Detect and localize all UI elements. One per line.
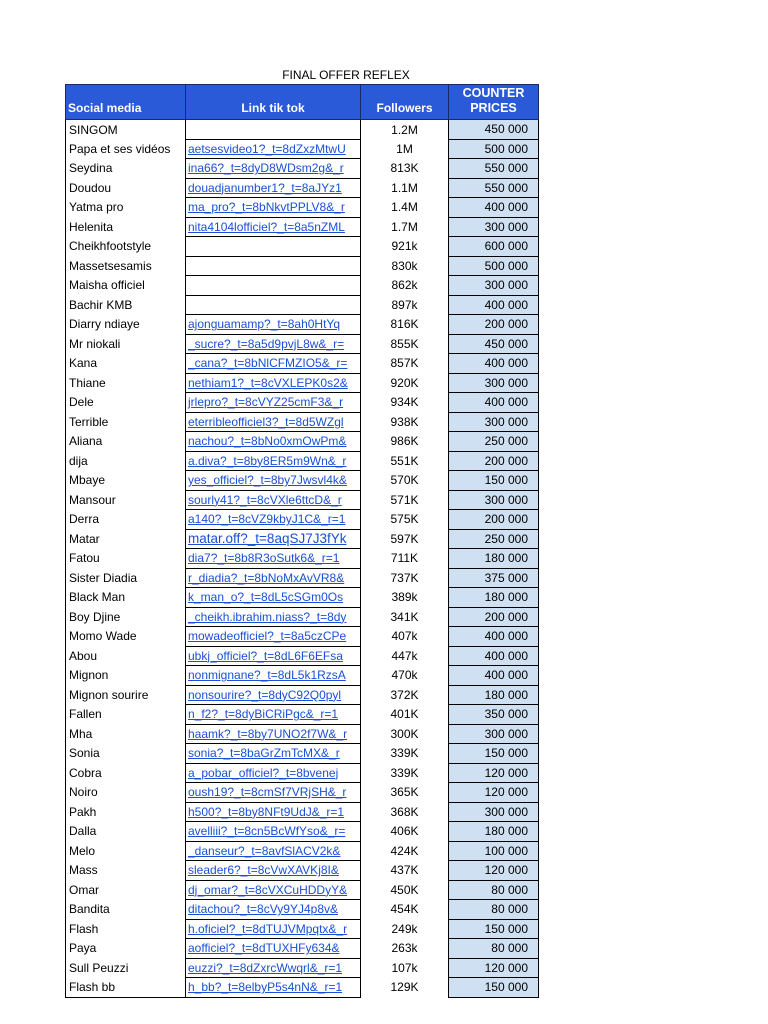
- table-row: [66, 822, 539, 842]
- tiktok-link[interactable]: sourly41?_t=8cVXle6ttcD&_r: [186, 490, 361, 510]
- counter-price: 400 000: [449, 354, 539, 374]
- followers-count: 1.1M: [391, 180, 418, 195]
- followers-count: 597K: [390, 531, 419, 546]
- table-row: [66, 802, 539, 822]
- tiktok-link[interactable]: sonia?_t=8baGrZmTcMX&_r: [186, 744, 361, 764]
- social-media-name: Mbaye: [66, 471, 186, 491]
- tiktok-link[interactable]: ina66?_t=8dyD8WDsm2g&_r: [186, 159, 361, 179]
- header-followers: Followers: [361, 85, 449, 120]
- social-media-name: Diarry ndiaye: [66, 315, 186, 335]
- table-row: [66, 861, 539, 881]
- table-row: [66, 178, 539, 198]
- social-media-name: Cheikhfootstyle: [66, 237, 186, 257]
- tiktok-link[interactable]: nethiam1?_t=8cVXLEPK0s2&: [186, 373, 361, 393]
- counter-price: 300 000: [449, 724, 539, 744]
- social-media-name: Cobra: [66, 763, 186, 783]
- followers-count: 368K: [390, 804, 419, 819]
- table-row: [66, 646, 539, 666]
- tiktok-link[interactable]: ditachou?_t=8cVy9YJ4p8v&: [186, 900, 361, 920]
- offer-table: [65, 84, 539, 998]
- counter-price: 375 000: [449, 568, 539, 588]
- followers-count: 921k: [391, 239, 418, 254]
- table-row: [66, 295, 539, 315]
- table-row: [66, 568, 539, 588]
- tiktok-link[interactable]: _cana?_t=8bNlCFMZIO5&_r=: [186, 354, 361, 374]
- tiktok-link[interactable]: h.oficiel?_t=8dTUJVMpqtx&_r: [186, 919, 361, 939]
- social-media-name: Seydina: [66, 159, 186, 179]
- counter-price: 400 000: [449, 646, 539, 666]
- table-row: [66, 334, 539, 354]
- tiktok-link[interactable]: dia7?_t=8b8R3oSutk6&_r=1: [186, 549, 361, 569]
- table-row: [66, 217, 539, 237]
- tiktok-link[interactable]: _danseur?_t=8avfSlACV2k&: [186, 841, 361, 861]
- counter-price: 150 000: [449, 471, 539, 491]
- social-media-name: Mignon: [66, 666, 186, 686]
- counter-price: 200 000: [449, 607, 539, 627]
- table-row: [66, 607, 539, 627]
- table-row: [66, 451, 539, 471]
- counter-price: 80 000: [449, 880, 539, 900]
- sheet-title: FINAL OFFER REFLEX: [282, 68, 410, 82]
- social-media-name: Mignon sourire: [66, 685, 186, 705]
- social-media-name: Abou: [66, 646, 186, 666]
- table-row: [66, 471, 539, 491]
- social-media-name: dija: [66, 451, 186, 471]
- followers-count: 711K: [390, 551, 419, 566]
- social-media-name: Flash bb: [66, 978, 186, 998]
- counter-price: 400 000: [449, 666, 539, 686]
- table-row: [66, 490, 539, 510]
- tiktok-link: [186, 256, 361, 276]
- tiktok-link[interactable]: aetsesvideo1?_t=8dZxzMtwU: [186, 139, 361, 159]
- counter-price: 600 000: [449, 237, 539, 257]
- social-media-name: Sull Peuzzi: [66, 958, 186, 978]
- tiktok-link: [186, 276, 361, 296]
- counter-price: 300 000: [449, 802, 539, 822]
- tiktok-link[interactable]: nachou?_t=8bNo0xmOwPm&: [186, 432, 361, 452]
- followers-count: 737K: [390, 570, 419, 585]
- table-row: [66, 744, 539, 764]
- tiktok-link[interactable]: h_bb?_t=8elbyP5s4nN&_r=1: [186, 978, 361, 998]
- counter-price: 120 000: [449, 861, 539, 881]
- followers-count: 339K: [390, 765, 419, 780]
- counter-price: 450 000: [449, 334, 539, 354]
- counter-price: 200 000: [449, 451, 539, 471]
- counter-price: 120 000: [449, 763, 539, 783]
- counter-price: 80 000: [449, 939, 539, 959]
- followers-count: 1.4M: [391, 200, 418, 215]
- social-media-name: Fallen: [66, 705, 186, 725]
- counter-price: 300 000: [449, 490, 539, 510]
- social-media-name: Dalla: [66, 822, 186, 842]
- social-media-name: Derra: [66, 510, 186, 530]
- tiktok-link: [186, 120, 361, 140]
- followers-count: 339K: [390, 746, 419, 761]
- followers-count: 407k: [391, 629, 418, 644]
- followers-count: 447k: [391, 648, 418, 663]
- social-media-name: Matar: [66, 529, 186, 549]
- table-row: [66, 685, 539, 705]
- followers-count: 986K: [390, 434, 419, 449]
- tiktok-link[interactable]: dj_omar?_t=8cVXCuHDDyY&: [186, 880, 361, 900]
- tiktok-link[interactable]: oush19?_t=8cmSf7VRjSH&_r: [186, 783, 361, 803]
- followers-count: 401K: [390, 707, 419, 722]
- table-row: [66, 724, 539, 744]
- tiktok-link[interactable]: ma_pro?_t=8bNkvtPPLV8&_r: [186, 198, 361, 218]
- table-row: [66, 919, 539, 939]
- tiktok-link[interactable]: n_f2?_t=8dyBiCRiPgc&_r=1: [186, 705, 361, 725]
- tiktok-link[interactable]: nita4104lofficiel?_t=8a5nZML: [186, 217, 361, 237]
- table-row: [66, 939, 539, 959]
- social-media-name: Mass: [66, 861, 186, 881]
- followers-count: 920K: [390, 375, 419, 390]
- followers-count: 1M: [396, 141, 413, 156]
- social-media-name: Maisha officiel: [66, 276, 186, 296]
- table-row: [66, 198, 539, 218]
- tiktok-link: [186, 295, 361, 315]
- social-media-name: Doudou: [66, 178, 186, 198]
- tiktok-link[interactable]: ubkj_officiel?_t=8dL6F6EFsa: [186, 646, 361, 666]
- social-media-name: Mha: [66, 724, 186, 744]
- tiktok-link[interactable]: h500?_t=8by8NFt9UdJ&_r=1: [186, 802, 361, 822]
- counter-price: 400 000: [449, 627, 539, 647]
- social-media-name: Flash: [66, 919, 186, 939]
- table-row: [66, 159, 539, 179]
- followers-count: 862k: [391, 278, 418, 293]
- followers-count: 551K: [390, 453, 419, 468]
- counter-price: 500 000: [449, 139, 539, 159]
- tiktok-link[interactable]: eterribleofficiel3?_t=8d5WZgl: [186, 412, 361, 432]
- table-row: [66, 880, 539, 900]
- table-row: [66, 783, 539, 803]
- tiktok-link[interactable]: aofficiel?_t=8dTUXHFy634&: [186, 939, 361, 959]
- table-row: [66, 393, 539, 413]
- social-media-name: Fatou: [66, 549, 186, 569]
- counter-price: 450 000: [449, 120, 539, 140]
- header-price-line2: PRICES: [470, 101, 517, 115]
- counter-price: 300 000: [449, 276, 539, 296]
- social-media-name: Paya: [66, 939, 186, 959]
- counter-price: 250 000: [449, 529, 539, 549]
- counter-price: 200 000: [449, 315, 539, 335]
- counter-price: 500 000: [449, 256, 539, 276]
- social-media-name: Massetsesamis: [66, 256, 186, 276]
- counter-price: 350 000: [449, 705, 539, 725]
- counter-price: 180 000: [449, 549, 539, 569]
- social-media-name: Mansour: [66, 490, 186, 510]
- table-row: [66, 354, 539, 374]
- counter-price: 180 000: [449, 822, 539, 842]
- table-row: [66, 978, 539, 998]
- followers-count: 857K: [390, 356, 419, 371]
- counter-price: 550 000: [449, 159, 539, 179]
- header-social-media: Social media: [66, 85, 186, 120]
- tiktok-link[interactable]: jrlepro?_t=8cVYZ25cmF3&_r: [186, 393, 361, 413]
- counter-price: 150 000: [449, 744, 539, 764]
- counter-price: 80 000: [449, 900, 539, 920]
- social-media-name: Sonia: [66, 744, 186, 764]
- social-media-name: Bachir KMB: [66, 295, 186, 315]
- tiktok-link[interactable]: douadjanumber1?_t=8aJYz1: [186, 178, 361, 198]
- tiktok-link[interactable]: r_diadia?_t=8bNoMxAvVR8&: [186, 568, 361, 588]
- tiktok-link[interactable]: ajonguamamp?_t=8ah0HtYq: [186, 315, 361, 335]
- social-media-name: Melo: [66, 841, 186, 861]
- header-price-line1: COUNTER: [462, 86, 525, 100]
- counter-price: 250 000: [449, 432, 539, 452]
- counter-price: 300 000: [449, 217, 539, 237]
- followers-count: 1.7M: [391, 219, 418, 234]
- followers-count: 300K: [390, 726, 419, 741]
- counter-price: 180 000: [449, 588, 539, 608]
- social-media-name: Noiro: [66, 783, 186, 803]
- tiktok-link: [186, 237, 361, 257]
- followers-count: 897k: [391, 297, 418, 312]
- table-row: [66, 666, 539, 686]
- table-row: [66, 276, 539, 296]
- followers-count: 389k: [391, 590, 418, 605]
- tiktok-link[interactable]: yes_officiel?_t=8by7Jwsvl4k&: [186, 471, 361, 491]
- table-row: [66, 529, 539, 549]
- tiktok-link[interactable]: euzzi?_t=8dZxrcWwqrl&_r=1: [186, 958, 361, 978]
- social-media-name: Aliana: [66, 432, 186, 452]
- social-media-name: Momo Wade: [66, 627, 186, 647]
- tiktok-link[interactable]: a.diva?_t=8by8ER5m9Wn&_r: [186, 451, 361, 471]
- counter-price: 400 000: [449, 393, 539, 413]
- followers-count: 570K: [390, 473, 419, 488]
- tiktok-link[interactable]: nonmignane?_t=8dL5k1RzsA: [186, 666, 361, 686]
- social-media-name: Papa et ses vidéos: [66, 139, 186, 159]
- tiktok-link[interactable]: matar.off?_t=8aqSJ7J3fYk: [186, 529, 361, 549]
- social-media-name: Helenita: [66, 217, 186, 237]
- followers-count: 437K: [390, 863, 419, 878]
- followers-count: 450K: [390, 882, 419, 897]
- counter-price: 150 000: [449, 978, 539, 998]
- table-row: [66, 256, 539, 276]
- followers-count: 830k: [391, 258, 418, 273]
- counter-price: 300 000: [449, 373, 539, 393]
- counter-price: 400 000: [449, 198, 539, 218]
- followers-count: 813K: [390, 161, 419, 176]
- table-row: [66, 958, 539, 978]
- table-row: [66, 705, 539, 725]
- tiktok-link[interactable]: sleader6?_t=8cVwXAVKj8I&: [186, 861, 361, 881]
- table-row: [66, 432, 539, 452]
- table-row: [66, 120, 539, 140]
- social-media-name: Omar: [66, 880, 186, 900]
- counter-price: 100 000: [449, 841, 539, 861]
- followers-count: 454K: [390, 902, 419, 917]
- tiktok-link[interactable]: avelliii?_t=8cn5BcWfYso&_r=: [186, 822, 361, 842]
- table-row: [66, 549, 539, 569]
- social-media-name: Boy Djine: [66, 607, 186, 627]
- followers-count: 938K: [390, 414, 419, 429]
- followers-count: 129K: [390, 980, 419, 995]
- followers-count: 406K: [390, 824, 419, 839]
- table-row: [66, 412, 539, 432]
- followers-count: 855K: [390, 336, 419, 351]
- tiktok-link[interactable]: _sucre?_t=8a5d9pvjL8w&_r=: [186, 334, 361, 354]
- followers-count: 341K: [390, 609, 419, 624]
- table-row: [66, 588, 539, 608]
- followers-count: 372K: [390, 687, 419, 702]
- social-media-name: Mr niokali: [66, 334, 186, 354]
- social-media-name: Yatma pro: [66, 198, 186, 218]
- counter-price: 150 000: [449, 919, 539, 939]
- table-row: [66, 373, 539, 393]
- counter-price: 300 000: [449, 412, 539, 432]
- counter-price: 400 000: [449, 295, 539, 315]
- header-row: [66, 85, 539, 120]
- social-media-name: Dele: [66, 393, 186, 413]
- followers-count: 816K: [390, 317, 419, 332]
- followers-count: 934K: [390, 395, 419, 410]
- social-media-name: Bandita: [66, 900, 186, 920]
- followers-count: 1.2M: [391, 122, 418, 137]
- followers-count: 424K: [390, 843, 419, 858]
- followers-count: 263k: [391, 941, 418, 956]
- table-row: [66, 510, 539, 530]
- followers-count: 365K: [390, 785, 419, 800]
- social-media-name: Kana: [66, 354, 186, 374]
- header-link: Link tik tok: [186, 85, 361, 120]
- counter-price: 550 000: [449, 178, 539, 198]
- social-media-name: Thiane: [66, 373, 186, 393]
- tiktok-link[interactable]: a140?_t=8cVZ9kbyJ1C&_r=1: [186, 510, 361, 530]
- tiktok-link[interactable]: mowadeofficiel?_t=8a5czCPe: [186, 627, 361, 647]
- followers-count: 575K: [390, 512, 419, 527]
- social-media-name: Sister Diadia: [66, 568, 186, 588]
- social-media-name: Pakh: [66, 802, 186, 822]
- counter-price: 120 000: [449, 958, 539, 978]
- followers-count: 470k: [391, 668, 418, 683]
- tiktok-link[interactable]: haamk?_t=8by7UNO2f7W&_r: [186, 724, 361, 744]
- followers-count: 249k: [391, 921, 418, 936]
- tiktok-link[interactable]: _cheikh.ibrahim.niass?_t=8dy: [186, 607, 361, 627]
- followers-count: 107k: [391, 960, 418, 975]
- table-row: [66, 841, 539, 861]
- table-row: [66, 900, 539, 920]
- tiktok-link[interactable]: nonsourire?_t=8dyC92Q0pyl: [186, 685, 361, 705]
- counter-price: 200 000: [449, 510, 539, 530]
- social-media-name: Black Man: [66, 588, 186, 608]
- table-row: [66, 763, 539, 783]
- tiktok-link[interactable]: k_man_o?_t=8dL5cSGm0Os: [186, 588, 361, 608]
- table-row: [66, 237, 539, 257]
- social-media-name: SINGOM: [66, 120, 186, 140]
- social-media-name: Terrible: [66, 412, 186, 432]
- tiktok-link[interactable]: a_pobar_officiel?_t=8bvenej: [186, 763, 361, 783]
- table-row: [66, 627, 539, 647]
- counter-price: 180 000: [449, 685, 539, 705]
- table-row: [66, 139, 539, 159]
- followers-count: 571K: [390, 492, 419, 507]
- counter-price: 120 000: [449, 783, 539, 803]
- table-row: [66, 315, 539, 335]
- header-counter-prices: [449, 85, 539, 120]
